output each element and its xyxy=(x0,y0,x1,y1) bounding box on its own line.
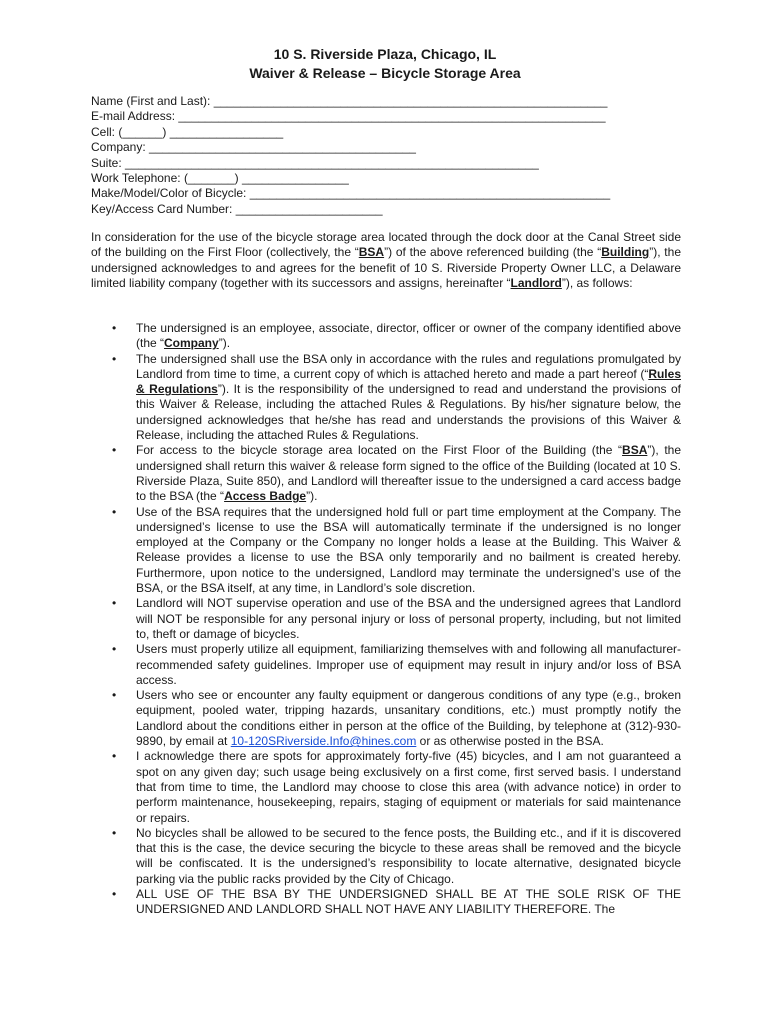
list-item-liability: • ALL USE OF THE BSA BY THE UNDERSIGNED SHALL BE AT THE SOLE RISK OF THE UNDERSIGNED AND LANDLORD SHALL NOT HAVE ANY LIABILITY THEREFORE. The xyxy=(91,887,681,918)
document-title-address: 10 S. Riverside Plaza, Chicago, IL xyxy=(273,46,497,62)
list-item-text: ”). It is the responsibility of the undersigned to read and understand the provisions of this Waiver & Release, including the attached Rules & Regulations. By his/her signature below, the undersigned acknowledges that he/she has read and understands the provisions of this Waiver & Release, including the attached Rules & Regulations. xyxy=(136,382,682,443)
list-item-employment: • Use of the BSA requires that the undersigned hold full or part time employment at the Company. The undersigned’s license to use the BSA will automatically terminate if the undersigned is no longer employed at the Company or the Company no longer holds a lease at the Building. This Waiver & Release provides a license to use the BSA only temporarily and no bailment is created hereby. Furthermore, upon notice to the undersigned, Landlord may terminate the undersigned’s use of the BSA, or the BSA itself, at any time, in Landlord’s sole discretion. xyxy=(91,505,681,597)
list-item-access xyxy=(91,443,681,504)
work-telephone-field[interactable]: Work Telephone: (_______) ________________ xyxy=(91,171,349,186)
defined-term-bsa: BSA xyxy=(358,245,385,260)
intro-text-1: In consideration for the use of the bicycle storage area located through the dock door at the Canal Street side of the building on the First Floor (collectively, the “ xyxy=(91,230,681,260)
form-fields xyxy=(91,94,691,217)
document-title-waiver: Waiver & Release – Bicycle Storage Area xyxy=(249,65,521,81)
cell-field[interactable]: Cell: (______) _________________ xyxy=(91,124,284,139)
list-item-company xyxy=(91,321,681,352)
defined-term-landlord: Landlord xyxy=(510,275,562,290)
bicycle-description-field[interactable]: Make/Model/Color of Bicycle: ______________________________________________________ xyxy=(91,186,611,201)
defined-term-rules-regulations: Rules & Regulations xyxy=(136,366,681,397)
suite-field[interactable]: Suite: ______________________________________________________________ xyxy=(91,155,539,170)
access-card-number-field[interactable]: Key/Access Card Number: ______________________ xyxy=(91,201,383,216)
list-item-supervision: • Landlord will NOT supervise operation and use of the BSA and the undersigned agrees that Landlord will NOT be responsible for any personal injury or loss of personal property, including, but not limited to, theft or damage of bicycles. xyxy=(91,596,681,642)
name-field[interactable]: Name (First and Last): ___________________________________________________________ xyxy=(91,94,608,108)
defined-term-company: Company xyxy=(164,336,219,351)
list-item-hazards xyxy=(91,688,681,749)
email-link[interactable]: 10-120SRiverside.Info@hines.com xyxy=(230,734,417,749)
defined-term-building: Building xyxy=(601,245,650,260)
list-item-text: ”). xyxy=(306,489,318,504)
list-item-capacity: • I acknowledge there are spots for approximately forty-five (45) bicycles, and I am not guaranteed a spot on any given day; such usage being exclusively on a first come, first served basis. I understand that from time to time, the Landlord may choose to close this area (with advance notice) in order to perform maintenance, housekeeping, repairs, staging of equipment or materials for said maintenance or repairs. xyxy=(91,749,681,825)
list-item-securing: • No bicycles shall be allowed to be secured to the fence posts, the Building etc., and if it is discovered that this is the case, the device securing the bicycle to these areas shall be removed and the bicycle will be confiscated. It is the undersigned’s responsibility to locate alternative, designated bicycle parking via the public racks provided by the City of Chicago. xyxy=(91,826,681,887)
list-item-text: or as otherwise posted in the BSA. xyxy=(416,734,604,749)
list-item-text: For access to the bicycle storage area located on the First Floor of the Building (the “ xyxy=(136,443,623,458)
list-item-text: The undersigned shall use the BSA only in accordance with the rules and regulations promulgated by Landlord from time to time, a current copy of which is attached hereto and made a part hereof (“ xyxy=(136,351,681,381)
list-item-text: ”), the undersigned shall return this waiver & release form signed to the office of the Building (located at 10 S. Riverside Plaza, Suite 850), and Landlord will thereafter issue to the undersigned a card access badge to the BSA (the “ xyxy=(136,443,681,504)
email-field[interactable]: E-mail Address: ________________________________________________________________ xyxy=(91,109,606,124)
intro-text-2: ”) of the above referenced building (the “ xyxy=(384,245,602,260)
intro-paragraph xyxy=(91,230,681,291)
company-field[interactable]: Company: ________________________________________ xyxy=(91,140,416,155)
list-item-text: The undersigned is an employee, associate, director, officer or owner of the company identified above (the “ xyxy=(136,321,681,351)
list-item-equipment: • Users must properly utilize all equipment, familiarizing themselves with and following all manufacturer-recommended safety guidelines. Improper use of equipment may result in injury and/or loss of BSA access. xyxy=(91,642,681,688)
list-item-text: ”). xyxy=(218,336,231,351)
defined-term-access-badge: Access Badge xyxy=(224,489,307,504)
intro-text-4: ”), as follows: xyxy=(561,275,633,290)
list-item-rules xyxy=(91,352,681,444)
list-item-text: Users who see or encounter any faulty equipment or dangerous conditions of any type (e.g., broken equipment, pooled water, tripping hazards, unsanitary conditions, etc.) must promptly notify the Landlord about the conditions either in person at the office of the Building, by telephone at (312)-930-9890, by email at xyxy=(136,688,681,749)
intro-text-3: ”), the undersigned acknowledges to and agrees for the benefit of 10 S. Riverside Property Owner LLC, a Delaware limited liability company (together with its successors and assigns, hereinafter “ xyxy=(91,245,681,290)
terms-list xyxy=(91,321,681,918)
defined-term-bsa: BSA xyxy=(622,443,648,458)
